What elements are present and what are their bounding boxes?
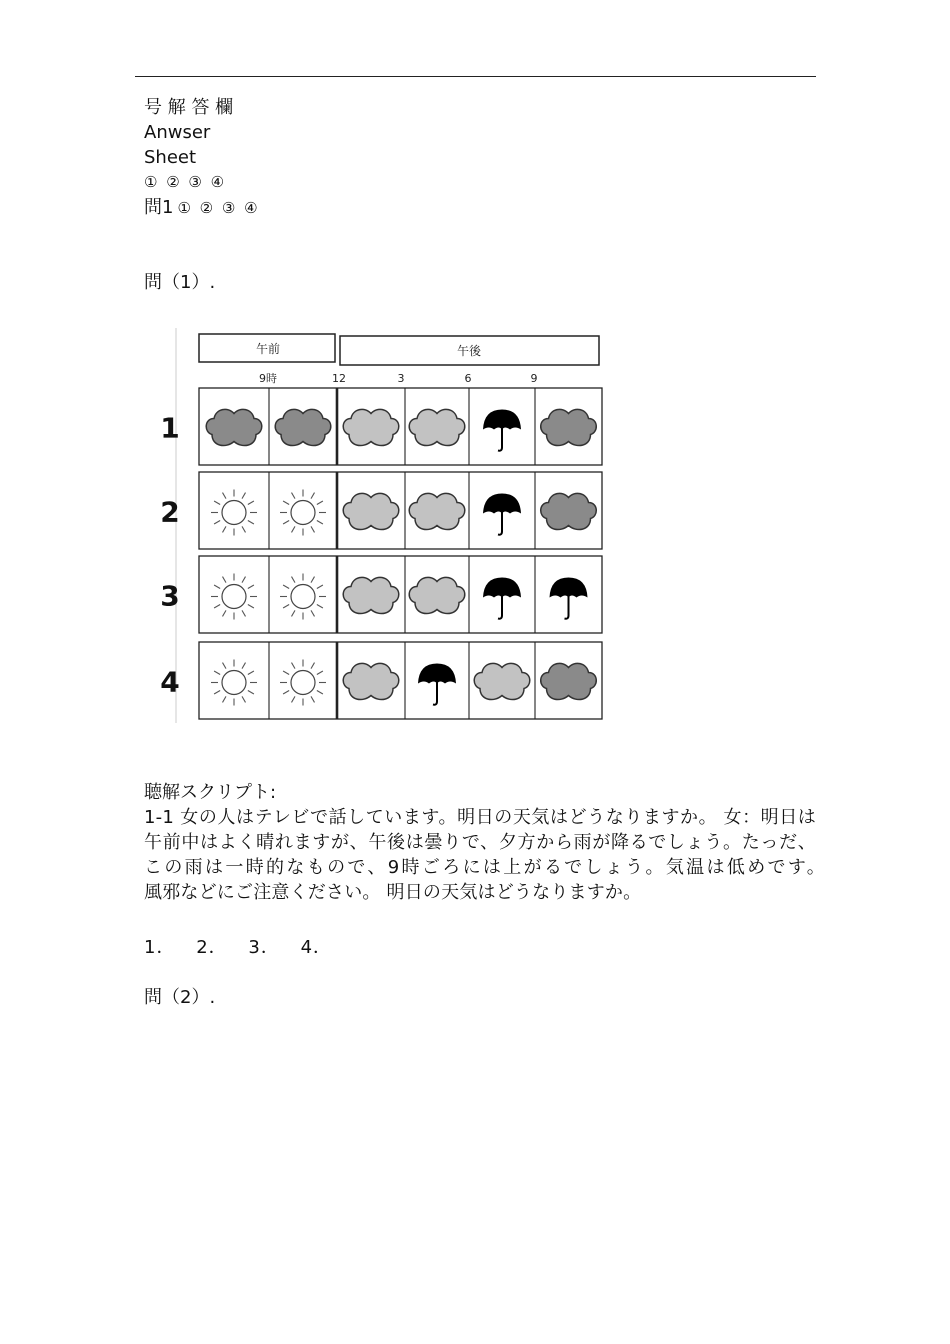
sun-disc: [291, 501, 315, 525]
cloud-shape: [275, 409, 331, 445]
sun-ray: [283, 501, 289, 505]
weather-row-3: [160, 556, 602, 633]
time-label: 9時: [259, 372, 277, 385]
weather-row-2: [160, 472, 602, 549]
cloud-shape: [206, 409, 262, 445]
cloud-icon: [409, 409, 465, 445]
sun-ray: [223, 663, 227, 669]
umbrella-handle: [565, 597, 569, 619]
cloud-icon: [206, 409, 262, 445]
sunny-icon: [211, 660, 257, 706]
sun-ray: [248, 501, 254, 505]
afternoon-label: 午後: [456, 344, 482, 358]
sun-ray: [283, 605, 289, 609]
sun-disc: [291, 585, 315, 609]
sun-ray: [223, 696, 227, 702]
cloud-shape: [541, 663, 597, 699]
umbrella-handle: [498, 597, 502, 619]
question1-answer-row: [144, 195, 264, 221]
umbrella-handle: [433, 683, 437, 705]
umbrella-canopy: [550, 578, 588, 598]
sun-disc: [222, 501, 246, 525]
sun-ray: [292, 610, 296, 616]
sunny-icon: [211, 490, 257, 536]
sun-ray: [242, 526, 246, 532]
sun-ray: [248, 671, 254, 675]
top-rule: [135, 76, 816, 77]
umbrella-canopy: [418, 664, 456, 684]
sun-ray: [248, 585, 254, 589]
cloud-icon: [343, 409, 399, 445]
cloud-icon: [541, 663, 597, 699]
question2-heading: 問（2）.: [144, 987, 216, 1008]
script-text: 1-1 女の人はテレビで話しています。明日の天気はどうなりますか。 女：明日は午前中はよく晴れますが、午後は曇りで、夕方から雨が降るでしょう。たっだ、この雨は一時的なもので、9時ごろには上がるでしょう。気温は低めです。 風邪などにご注意ください。 明日の天気はどうなりますか。: [144, 807, 871, 903]
sun-ray: [242, 610, 246, 616]
sun-ray: [311, 696, 315, 702]
weather-figure: [156, 318, 616, 730]
umbrella-handle: [498, 513, 502, 535]
cloud-icon: [474, 663, 530, 699]
sun-ray: [248, 605, 254, 609]
sunny-icon: [280, 574, 326, 620]
umbrella-icon: [418, 664, 456, 705]
sunny-icon: [211, 574, 257, 620]
cloud-shape: [409, 493, 465, 529]
sun-ray: [248, 521, 254, 525]
time-label: 3: [397, 372, 405, 385]
cloud-icon: [343, 577, 399, 613]
script-label: 聴解スクリプト:: [144, 782, 277, 803]
option-1[interactable]: 1．: [144, 937, 176, 958]
sun-ray: [223, 493, 227, 499]
time-label: 9: [530, 372, 538, 385]
sun-ray: [248, 691, 254, 695]
question1-heading: 問（1）.: [144, 272, 216, 293]
sunny-icon: [280, 660, 326, 706]
choices-header: ① ② ③ ④: [144, 173, 227, 191]
cloud-shape: [409, 409, 465, 445]
sun-ray: [214, 671, 220, 675]
row-number: 2: [160, 495, 180, 529]
cloud-shape: [541, 409, 597, 445]
sun-ray: [283, 585, 289, 589]
sun-ray: [214, 501, 220, 505]
sunny-icon: [280, 490, 326, 536]
answer-sheet-label-line1: Anwser: [144, 122, 211, 143]
cloud-shape: [343, 409, 399, 445]
sun-ray: [317, 605, 323, 609]
cloud-icon: [343, 663, 399, 699]
sun-ray: [214, 605, 220, 609]
sun-ray: [292, 577, 296, 583]
umbrella-canopy: [483, 578, 521, 598]
sun-ray: [242, 696, 246, 702]
time-label: 12: [332, 372, 346, 385]
sun-ray: [223, 577, 227, 583]
answer-sheet-label-line2: Sheet: [144, 147, 197, 168]
sun-ray: [317, 501, 323, 505]
row-number: 3: [160, 579, 180, 613]
sun-ray: [311, 663, 315, 669]
cloud-shape: [343, 663, 399, 699]
sun-ray: [223, 526, 227, 532]
sun-ray: [283, 671, 289, 675]
sun-ray: [292, 663, 296, 669]
cloud-icon: [409, 577, 465, 613]
answer-options: [144, 935, 346, 960]
sun-ray: [223, 610, 227, 616]
sun-ray: [311, 610, 315, 616]
sun-ray: [311, 493, 315, 499]
umbrella-icon: [483, 410, 521, 451]
sun-ray: [317, 521, 323, 525]
sun-disc: [291, 671, 315, 695]
weather-row-4: [160, 642, 602, 719]
option-3[interactable]: 3．: [248, 937, 280, 958]
option-2[interactable]: 2．: [196, 937, 228, 958]
sun-ray: [292, 696, 296, 702]
cloud-shape: [541, 493, 597, 529]
sun-ray: [214, 585, 220, 589]
cloud-icon: [541, 493, 597, 529]
sun-ray: [317, 585, 323, 589]
weather-row-1: [160, 388, 602, 465]
sun-ray: [242, 663, 246, 669]
sun-ray: [311, 577, 315, 583]
sun-ray: [242, 577, 246, 583]
answer-sheet: [144, 95, 264, 221]
row-frame: [199, 556, 602, 633]
umbrella-icon: [550, 578, 588, 619]
cloud-icon: [541, 409, 597, 445]
sun-ray: [317, 671, 323, 675]
sun-ray: [214, 521, 220, 525]
umbrella-canopy: [483, 410, 521, 430]
cloud-icon: [343, 493, 399, 529]
cloud-shape: [474, 663, 530, 699]
umbrella-icon: [483, 578, 521, 619]
question1-label: 問1: [144, 197, 174, 218]
sun-ray: [283, 691, 289, 695]
sun-disc: [222, 671, 246, 695]
cloud-icon: [409, 493, 465, 529]
sun-ray: [283, 521, 289, 525]
umbrella-handle: [498, 429, 502, 451]
cloud-shape: [343, 577, 399, 613]
sun-ray: [292, 526, 296, 532]
option-4[interactable]: 4．: [300, 937, 333, 958]
row-number: 4: [160, 665, 180, 699]
answer-sheet-title: 号 解 答 欄: [144, 97, 234, 118]
sun-ray: [242, 493, 246, 499]
umbrella-icon: [483, 494, 521, 535]
sun-ray: [311, 526, 315, 532]
morning-label: 午前: [255, 342, 281, 356]
sun-ray: [214, 691, 220, 695]
sun-ray: [292, 493, 296, 499]
cloud-shape: [409, 577, 465, 613]
time-label: 6: [464, 372, 472, 385]
cloud-shape: [343, 493, 399, 529]
umbrella-canopy: [483, 494, 521, 514]
question1-choices[interactable]: ① ② ③ ④: [177, 199, 260, 217]
row-number: 1: [160, 411, 180, 445]
cloud-icon: [275, 409, 331, 445]
sun-ray: [317, 691, 323, 695]
listening-script: [144, 780, 871, 905]
sun-disc: [222, 585, 246, 609]
